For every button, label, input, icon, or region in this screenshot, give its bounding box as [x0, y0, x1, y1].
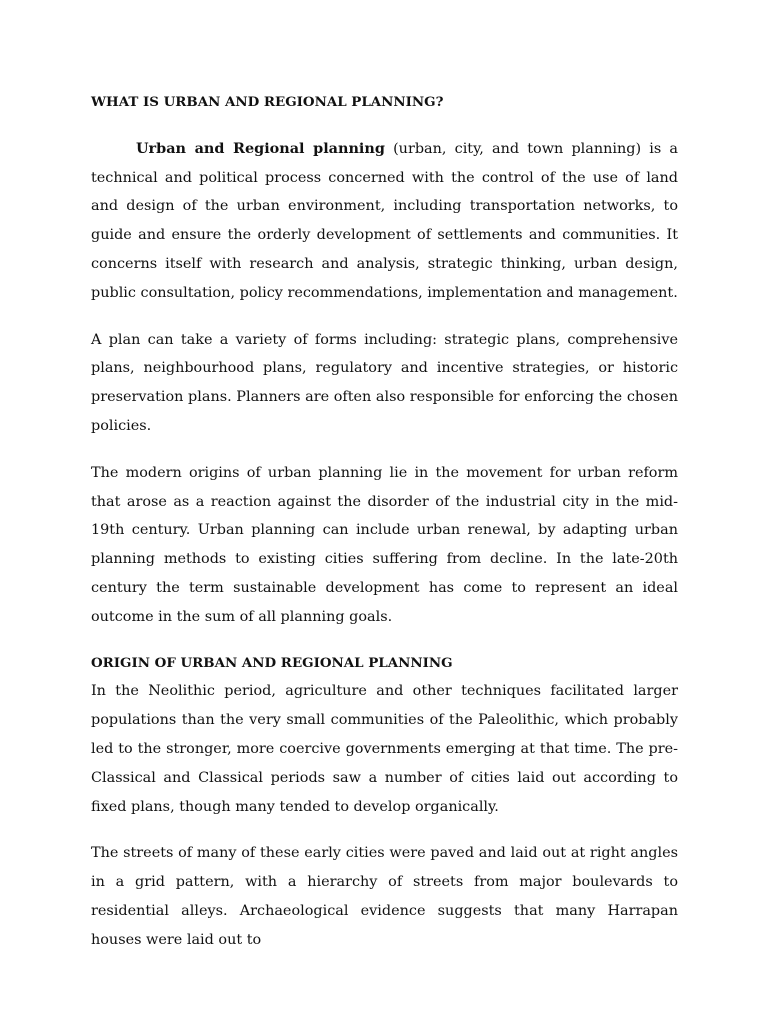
paragraph-modern-origins: The modern origins of urban planning lie in the movement for urban reform that arose as a reaction against the disorder of the industrial city in the mid-19th century. Urban planning can include urban renewal, by adapting urban planning methods to existing cities suffering from decline. In the late-20th century the term sustainable development has come to represent an ideal outcome in the sum of all planning goals.	[91, 464, 678, 625]
paragraph-neolithic: In the Neolithic period, agriculture and other techniques facilitated larger populations than the very small communities of the Paleolithic, which probably led to the stronger, more coercive governments emerging at that time. The pre-Classical and Classical periods saw a number of cities laid out according to fixed plans, though many tended to develop organically.	[91, 683, 678, 815]
definition-lead-term: Urban and Regional planning	[136, 139, 385, 157]
heading-what-is-planning: WHAT IS URBAN AND REGIONAL PLANNING?	[91, 94, 444, 110]
document-page	[91, 88, 678, 955]
definition-text: (urban, city, and town planning) is a technical and political process concerned with the control of the use of land and design of the urban environment, including transportation networks, to guide and ensure the orderly development of settlements and communities. It concerns itself with research and analysis, strategic thinking, urban design, public consultation, policy recommendations, implementation and management.	[91, 140, 678, 301]
heading-origin: ORIGIN OF URBAN AND REGIONAL PLANNING	[91, 654, 453, 671]
paragraph-early-cities: The streets of many of these early cities were paved and laid out at right angles in a grid pattern, with a hierarchy of streets from major boulevards to residential alleys. Archaeological evidence suggests that many Harrapan houses were laid out to	[91, 845, 678, 948]
paragraph-definition	[91, 135, 678, 308]
paragraph-plan-forms: A plan can take a variety of forms including: strategic plans, comprehensive plans, neighbourhood plans, regulatory and incentive strategies, or historic preservation plans. Planners are often also responsible for enforcing the chosen policies.	[91, 331, 678, 434]
